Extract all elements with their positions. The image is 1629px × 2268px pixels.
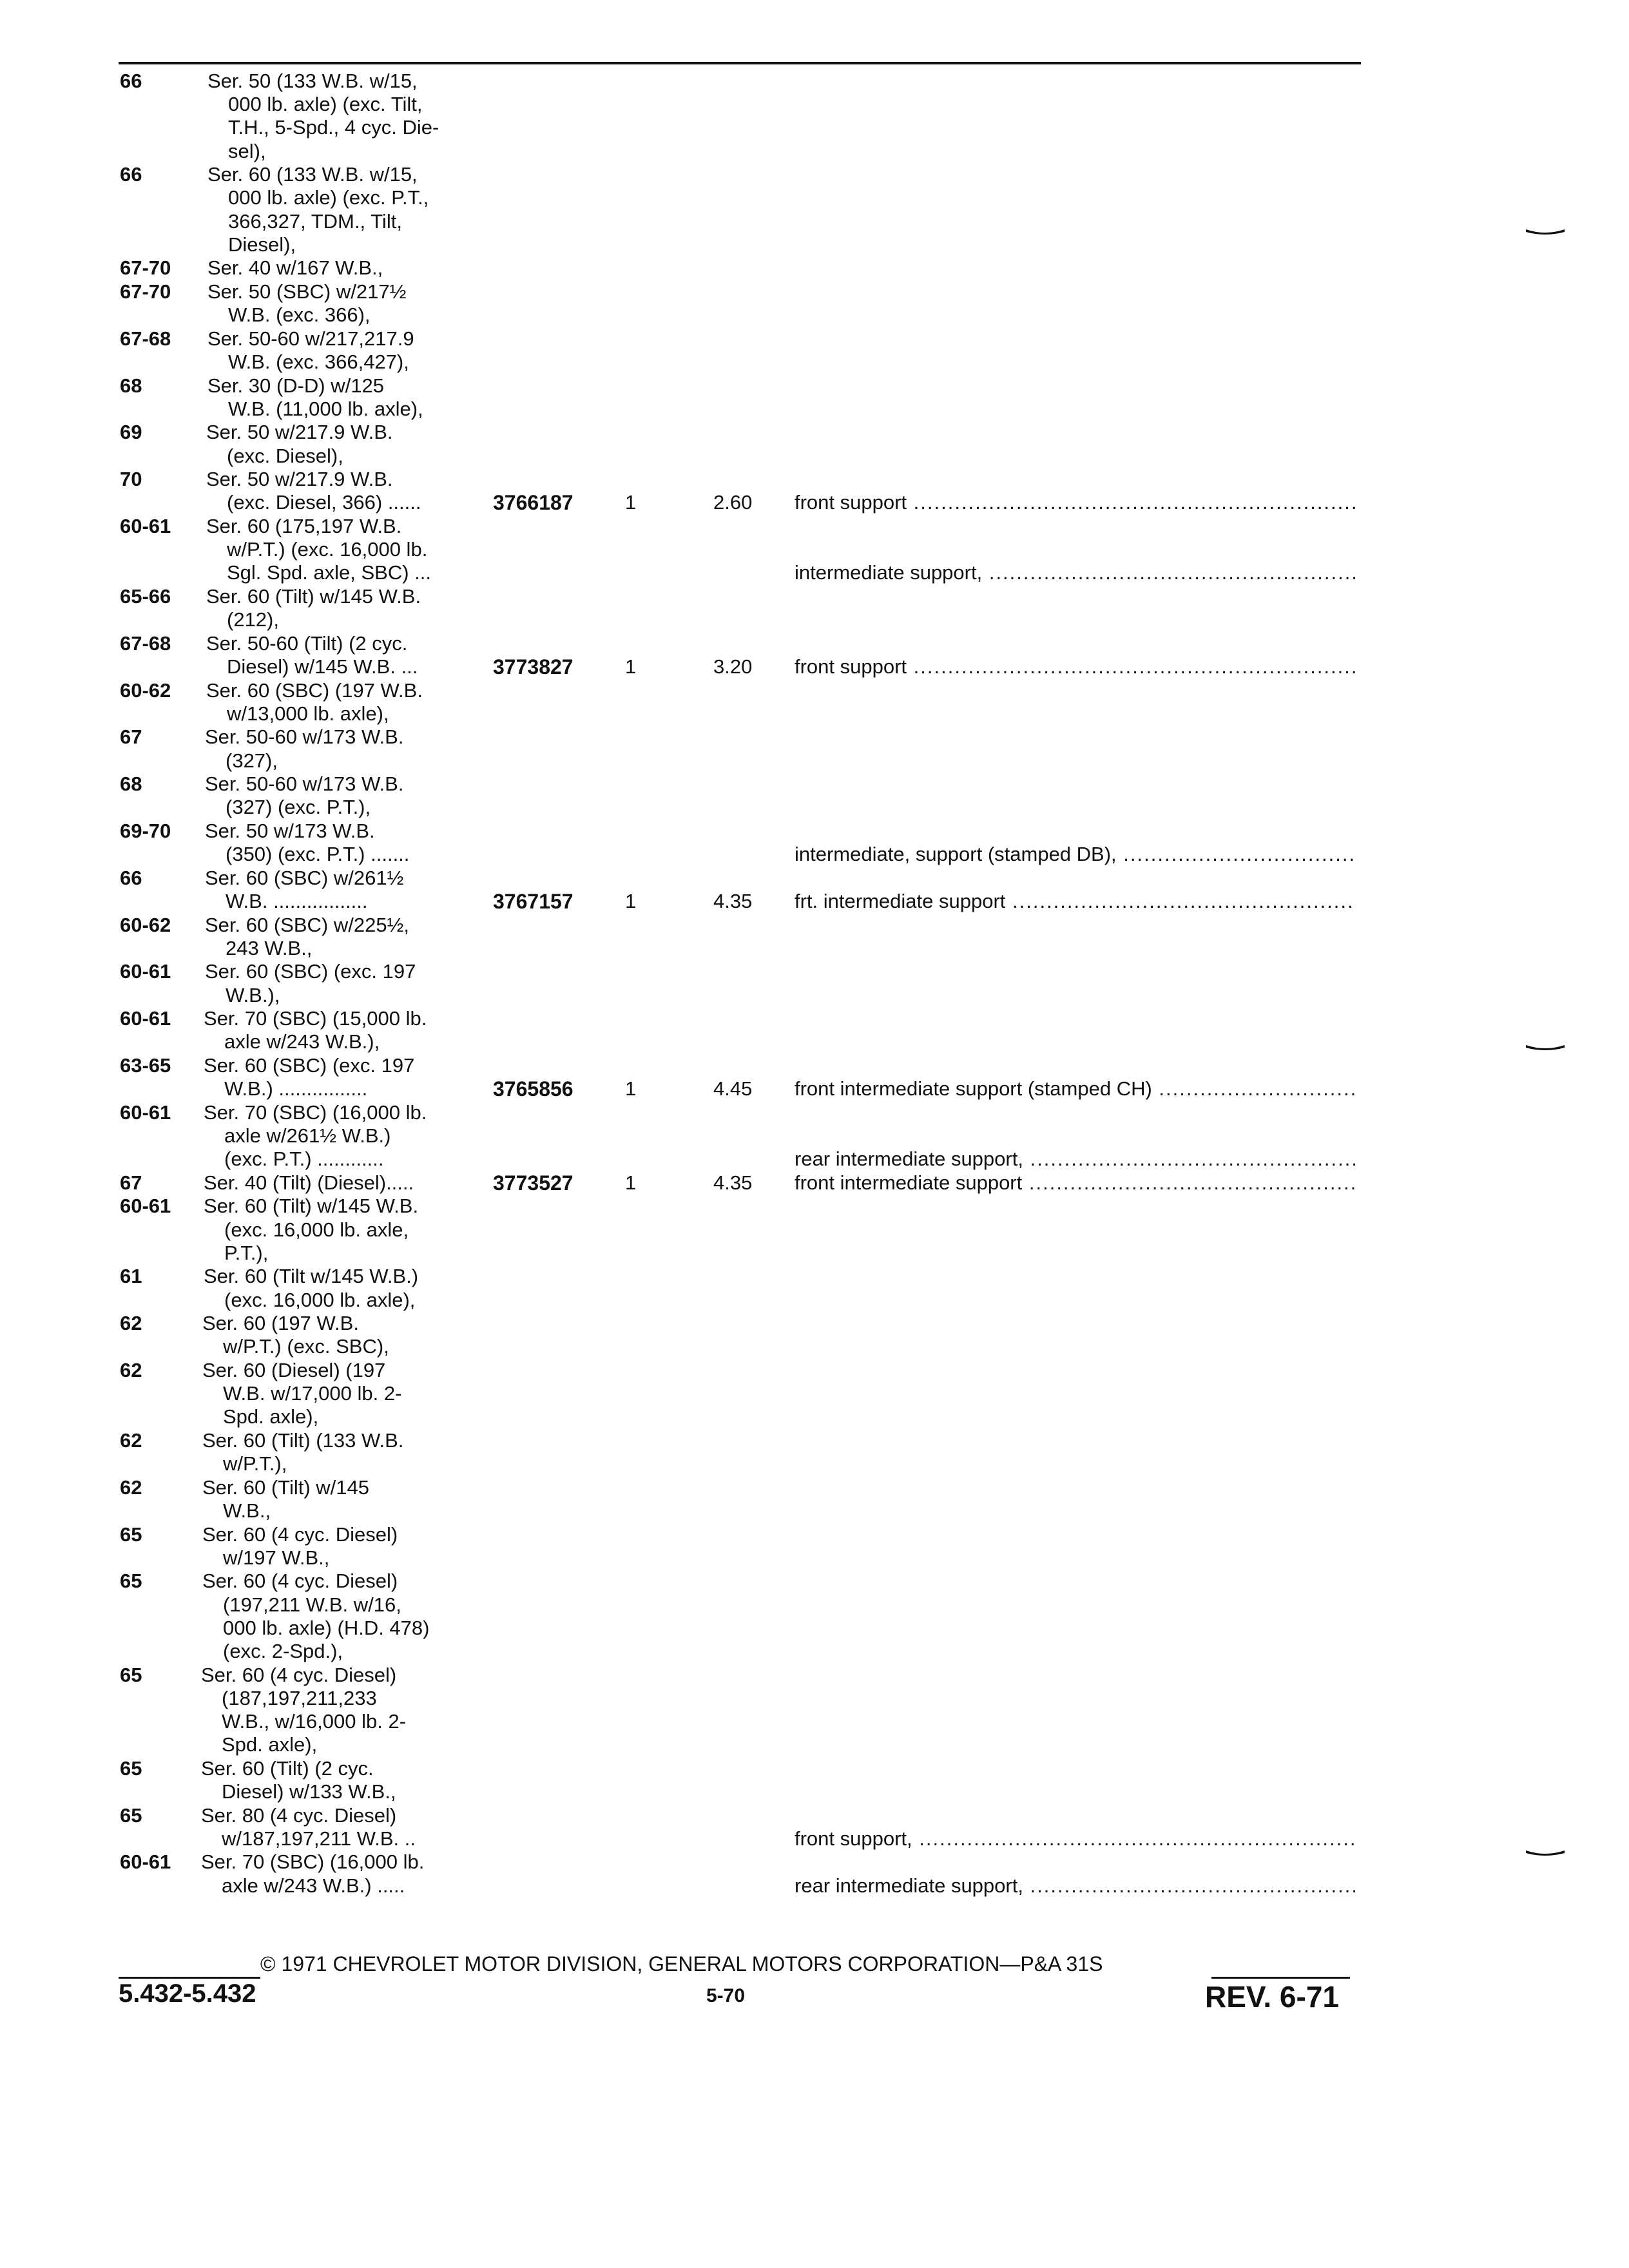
row-description-line: Ser. 60 (SBC) (exc. 197 [205,960,416,983]
row-years: 65 [120,1523,142,1546]
part-description: front support ..... [795,491,1355,514]
row-years: 70 [120,468,142,491]
row-years: 65 [120,1803,142,1827]
part-description: front intermediate support ..... [795,1171,1355,1195]
row-description-line: Ser. 60 (SBC) (197 W.B. [206,678,423,702]
row-description-line: axle w/243 W.B.) ..... [222,1874,405,1897]
row-description-line: Diesel) w/133 W.B., [222,1780,396,1803]
row-description-line: W.B. (exc. 366), [228,303,371,327]
row-years: 66 [120,866,142,889]
row-description-line: W.B. ................. [226,890,368,912]
row-description-line: Ser. 60 (SBC) w/225½, [205,913,410,936]
row-years: 65-66 [120,585,171,608]
row-description-line: Ser. 50 w/173 W.B. [205,820,375,842]
row-description-line: (350) (exc. P.T.) ....... [226,843,410,866]
row-description-line: Ser. 70 (SBC) (16,000 lb. [201,1850,425,1874]
row-years: 60-61 [120,1195,171,1218]
quantity: 1 [625,491,637,514]
row-description-line: 243 W.B., [226,936,313,959]
footer-copyright: © 1971 CHEVROLET MOTOR DIVISION, GENERAL MOTORS CORPORATION—P&A 31S [260,1952,1103,1975]
part-description: front intermediate support (stamped CH) ..... [795,1077,1355,1100]
row-years: 69 [120,421,142,444]
part-description: intermediate, support (stamped DB), ..... [795,843,1355,866]
row-description-line: W.B., w/16,000 lb. 2- [222,1710,407,1733]
list-price: 3.20 [713,655,753,678]
row-description-line: (327) (exc. P.T.), [226,796,371,819]
row-years: 67-68 [120,631,171,655]
row-years: 67 [120,726,142,749]
row-description-line: w/13,000 lb. axle), [227,702,389,725]
footer-revision: REV. 6-71 [1205,1980,1339,2013]
row-description-line: Ser. 40 (Tilt) (Diesel)..... [204,1171,414,1194]
binding-tick-mark [1526,1848,1565,1857]
row-description-line: (exc. 16,000 lb. axle, [224,1218,409,1241]
row-description-line: 000 lb. axle) (exc. Tilt, [228,93,423,116]
part-description: frt. intermediate support ..... [795,890,1355,913]
part-number: 3766187 [493,491,574,515]
row-years: 65 [120,1663,142,1686]
row-description-line: (exc. Diesel, 366) ...... [227,491,421,514]
row-description-line: axle w/243 W.B.), [224,1030,380,1053]
row-years: 60-61 [120,1100,171,1124]
row-years: 67-70 [120,256,171,280]
row-years: 60-62 [120,678,171,702]
row-description-line: W.B., [223,1499,271,1522]
top-rule [119,62,1361,64]
row-years: 62 [120,1429,142,1452]
row-years: 63-65 [120,1054,171,1077]
row-years: 62 [120,1312,142,1335]
row-years: 62 [120,1475,142,1499]
row-description-line: Ser. 50-60 w/173 W.B. [205,726,404,749]
row-description-line: Ser. 60 (197 W.B. [202,1312,359,1335]
row-years: 69-70 [120,820,171,842]
row-description-line: Ser. 50-60 w/173 W.B. [205,773,404,796]
row-description-line: w/P.T.) (exc. SBC), [223,1335,389,1358]
binding-tick-mark [1526,1043,1565,1052]
row-description-line: Ser. 50 w/217.9 W.B. [206,421,393,444]
row-description-line: w/197 W.B., [223,1546,330,1569]
row-description-line: Ser. 50 w/217.9 W.B. [206,468,393,491]
row-years: 66 [120,70,142,92]
row-description-line: w/P.T.) (exc. 16,000 lb. [227,538,428,561]
part-number: 3773827 [493,655,574,678]
row-description-line: Ser. 60 (175,197 W.B. [206,515,402,537]
binding-tick-mark [1526,227,1565,236]
quantity: 1 [625,1077,637,1100]
row-description-line: (exc. P.T.) ............ [224,1148,384,1171]
row-description-line: Ser. 30 (D-D) w/125 [207,374,384,397]
row-description-line: Ser. 60 (Tilt w/145 W.B.) [204,1265,419,1288]
footer-index-number: 5.432-5.432 [119,1979,256,2008]
row-years: 67-68 [120,327,171,350]
row-description-line: Ser. 50-60 (Tilt) (2 cyc. [206,631,408,655]
footer-page-number: 5-70 [706,1985,746,2006]
row-description-line: 366,327, TDM., Tilt, [228,209,402,233]
part-description: front support ..... [795,655,1355,678]
row-description-line: Sgl. Spd. axle, SBC) ... [227,561,432,584]
row-description-line: 000 lb. axle) (H.D. 478) [223,1616,430,1639]
row-description-line: Ser. 60 (Diesel) (197 [202,1359,386,1381]
row-years: 61 [120,1265,142,1288]
row-years: 65 [120,1570,142,1593]
row-description-line: Spd. axle), [222,1733,318,1756]
row-description-line: (exc. 16,000 lb. axle), [224,1288,416,1311]
quantity: 1 [625,655,637,678]
part-number: 3773527 [493,1171,574,1195]
row-description-line: Ser. 60 (4 cyc. Diesel) [202,1570,398,1593]
row-description-line: Ser. 50 (SBC) w/217½ [207,280,407,303]
list-price: 4.45 [713,1077,753,1100]
row-description-line: 000 lb. axle) (exc. P.T., [228,186,429,209]
row-description-line: W.B. w/17,000 lb. 2- [223,1382,402,1405]
row-description-line: Ser. 60 (Tilt) w/145 W.B. [204,1195,419,1218]
row-description-line: (212), [227,608,279,631]
row-years: 62 [120,1359,142,1381]
row-years: 60-62 [120,913,171,936]
list-price: 4.35 [713,890,753,912]
row-years: 67 [120,1171,142,1194]
row-years: 65 [120,1756,142,1780]
part-description: rear intermediate support, ..... [795,1874,1355,1898]
part-number: 3767157 [493,890,574,913]
row-description-line: Diesel) w/145 W.B. ... [227,655,418,678]
list-price: 2.60 [713,491,753,514]
row-description-line: P.T.), [224,1241,269,1264]
row-years: 60-61 [120,515,171,537]
row-description-line: Ser. 40 w/167 W.B., [207,256,383,280]
row-description-line: (exc. Diesel), [227,444,343,467]
list-price: 4.35 [713,1171,753,1194]
row-description-line: W.B. (exc. 366,427), [228,351,409,373]
quantity: 1 [625,1171,637,1194]
row-years: 68 [120,773,142,796]
part-description: front support, ..... [795,1827,1355,1850]
footer-rule-right [1211,1977,1350,1979]
quantity: 1 [625,890,637,912]
row-years: 66 [120,163,142,186]
row-description-line: T.H., 5-Spd., 4 cyc. Die- [228,116,439,139]
row-description-line: Ser. 50-60 w/217,217.9 [207,327,414,350]
row-description-line: Ser. 50 (133 W.B. w/15, [207,70,418,92]
row-description-line: axle w/261½ W.B.) [224,1124,391,1147]
row-description-line: w/187,197,211 W.B. .. [222,1827,416,1850]
row-years: 67-70 [120,280,171,303]
row-description-line: W.B.), [226,983,280,1006]
part-description: rear intermediate support, ..... [795,1148,1355,1171]
row-description-line: Ser. 60 (Tilt) (133 W.B. [202,1429,404,1452]
row-description-line: Ser. 80 (4 cyc. Diesel) [201,1803,397,1827]
row-description-line: Ser. 60 (4 cyc. Diesel) [202,1523,398,1546]
row-description-line: Ser. 60 (Tilt) w/145 [202,1475,370,1499]
row-description-line: Ser. 70 (SBC) (15,000 lb. [204,1007,427,1030]
row-years: 60-61 [120,1850,171,1874]
row-description-line: (327), [226,749,278,772]
row-description-line: Ser. 60 (SBC) w/261½ [205,866,404,889]
row-description-line: Ser. 60 (4 cyc. Diesel) [201,1663,397,1686]
row-years: 68 [120,374,142,397]
part-description: intermediate support, ..... [795,561,1355,584]
row-description-line: Spd. axle), [223,1405,319,1428]
footer-rule-left [119,1977,260,1979]
row-description-line: Ser. 60 (Tilt) w/145 W.B. [206,585,421,608]
row-years: 60-61 [120,960,171,983]
row-description-line: W.B.) ................ [224,1077,368,1100]
row-description-line: W.B. (11,000 lb. axle), [228,397,423,420]
row-description-line: sel), [228,139,266,162]
row-description-line: (exc. 2-Spd.), [223,1640,343,1662]
row-description-line: Diesel), [228,233,296,256]
row-description-line: Ser. 60 (133 W.B. w/15, [207,163,418,186]
row-description-line: w/P.T.), [223,1452,287,1475]
row-description-line: Ser. 60 (SBC) (exc. 197 [204,1054,415,1077]
row-description-line: (187,197,211,233 [222,1686,377,1709]
row-years: 60-61 [120,1007,171,1030]
row-description-line: Ser. 70 (SBC) (16,000 lb. [204,1100,427,1124]
row-description-line: Ser. 60 (Tilt) (2 cyc. [201,1756,374,1780]
row-description-line: (197,211 W.B. w/16, [223,1593,401,1616]
part-number: 3765856 [493,1077,574,1101]
